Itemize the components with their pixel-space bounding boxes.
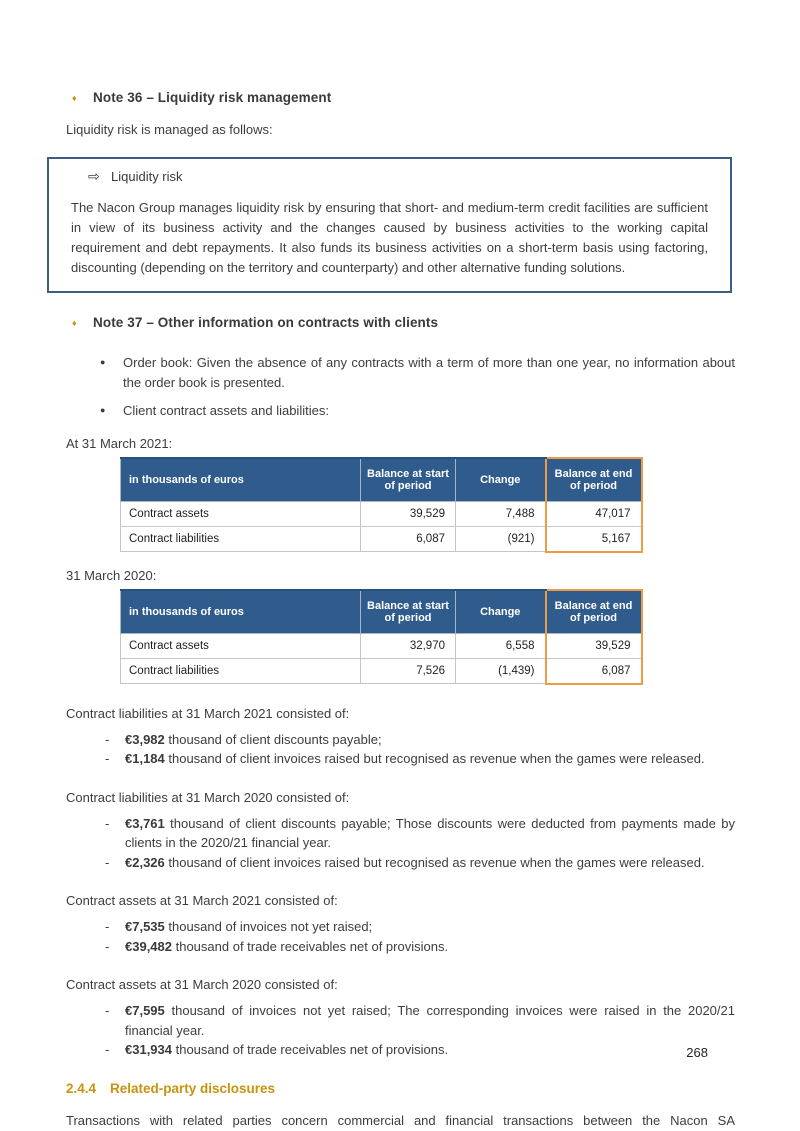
- note-37-bullet-list: [66, 353, 735, 421]
- table-2021-caption: At 31 March 2021:: [66, 435, 173, 451]
- detail-lead: Contract liabilities at 31 March 2020 consisted of:: [66, 789, 350, 805]
- bullet-text: Client contract assets and liabilities:: [123, 403, 329, 418]
- cell-value: 39,529: [361, 501, 456, 526]
- bullet-dot-icon: ●: [100, 357, 106, 367]
- note-36-intro: Liquidity risk is managed as follows:: [66, 122, 273, 137]
- right-arrow-icon: ⇨: [88, 168, 100, 184]
- row-label: Contract assets: [121, 633, 361, 658]
- detail-item: €2,326 thousand of client invoices raised but recognised as revenue when the games were released.: [125, 854, 705, 870]
- detail-lead: Contract liabilities at 31 March 2021 consisted of:: [66, 705, 350, 721]
- note-37-heading: [72, 315, 735, 330]
- note-37-title: Note 37 – Other information on contracts with clients: [93, 315, 439, 330]
- column-header: Change: [456, 458, 546, 502]
- table-header-row: [121, 458, 642, 502]
- detail-list: [66, 1001, 735, 1060]
- detail-list: [66, 917, 735, 956]
- dash-bullet-icon: -: [105, 854, 110, 870]
- table-row: [121, 501, 642, 526]
- detail-lead: Contract assets at 31 March 2021 consisted of:: [66, 893, 338, 908]
- row-label: Contract liabilities: [121, 526, 361, 552]
- column-header: in thousands of euros: [121, 458, 361, 502]
- list-item: [66, 730, 735, 750]
- amount-value: €7,535: [125, 919, 165, 934]
- detail-item: €3,982 thousand of client discounts payable;: [125, 731, 382, 747]
- table-header-row: [121, 590, 642, 634]
- dash-bullet-icon: -: [105, 815, 110, 831]
- cell-value: 6,087: [361, 526, 456, 552]
- detail-list: [66, 814, 735, 873]
- section-number: 2.4.4: [66, 1080, 97, 1096]
- column-header: Change: [456, 590, 546, 634]
- column-header-highlighted: Balance at end of period: [546, 458, 642, 502]
- amount-value: €1,184: [125, 751, 165, 766]
- column-header: Balance at start of period: [361, 590, 456, 634]
- dash-bullet-icon: -: [105, 919, 110, 934]
- dash-bullet-icon: -: [105, 751, 110, 766]
- cell-value: (1,439): [456, 658, 546, 684]
- section-heading-2-4-4: [66, 1081, 735, 1096]
- table-row: [121, 526, 642, 552]
- cell-value: 7,526: [361, 658, 456, 684]
- cell-value: 6,558: [456, 633, 546, 658]
- cell-value: 7,488: [456, 501, 546, 526]
- cell-value-highlighted: 5,167: [546, 526, 642, 552]
- detail-item: €7,535 thousand of invoices not yet raised;: [125, 919, 373, 934]
- dash-bullet-icon: -: [105, 1003, 110, 1018]
- detail-item: €31,934 thousand of trade receivables net of provisions.: [125, 1042, 449, 1057]
- cell-value-highlighted: 39,529: [546, 633, 642, 658]
- list-item: [66, 353, 735, 392]
- contract-table-2020: [120, 589, 643, 685]
- column-header: Balance at start of period: [361, 458, 456, 502]
- detail-list: [66, 730, 735, 769]
- amount-value: €3,982: [125, 731, 165, 747]
- detail-item: €1,184 thousand of client invoices raised but recognised as revenue when the games were released.: [125, 751, 705, 766]
- table-row: [121, 658, 642, 684]
- list-item: [66, 1001, 735, 1040]
- contract-table-2021: [120, 457, 643, 553]
- amount-value: €2,326: [125, 854, 165, 870]
- liquidity-box-body: The Nacon Group manages liquidity risk by ensuring that short- and medium-term credit facilities are sufficient in view of its business activity and the changes caused by business activities to the working capital requirement and debt repayments. It also funds its business activities on a short-term basis using factoring, discounting (depending on the territory and counterparty) and other alternative funding solutions.: [71, 200, 708, 275]
- table-row: [121, 633, 642, 658]
- diamond-bullet-icon: ♦: [72, 93, 77, 103]
- liquidity-box-title-text: Liquidity risk: [111, 169, 183, 184]
- detail-lead: Contract assets at 31 March 2020 consisted of:: [66, 977, 338, 992]
- detail-item: €7,595 thousand of invoices not yet raised; The corresponding invoices were raised in the 2020/21 financial year.: [125, 1003, 735, 1038]
- list-item: [66, 917, 735, 937]
- detail-item: €3,761 thousand of client discounts payable; Those discounts were deducted from payments made by clients in the 2020/21 financial year.: [125, 815, 735, 850]
- row-label: Contract liabilities: [121, 658, 361, 684]
- dash-bullet-icon: -: [105, 938, 110, 954]
- note-36-heading: [72, 90, 735, 105]
- note-36-title: Note 36 – Liquidity risk management: [93, 90, 332, 105]
- bullet-text: Order book: Given the absence of any contracts with a term of more than one year, no information about the order book is presented.: [123, 355, 735, 390]
- dash-bullet-icon: -: [105, 731, 110, 747]
- cell-value: (921): [456, 526, 546, 552]
- page-number: 268: [686, 1045, 708, 1060]
- column-header-highlighted: Balance at end of period: [546, 590, 642, 634]
- liquidity-box-title: [88, 168, 708, 185]
- list-item: [66, 937, 735, 957]
- dash-bullet-icon: -: [105, 1042, 110, 1057]
- column-header: in thousands of euros: [121, 590, 361, 634]
- list-item: [66, 814, 735, 853]
- row-label: Contract assets: [121, 501, 361, 526]
- bullet-dot-icon: ●: [100, 405, 106, 415]
- section-title: Related-party disclosures: [110, 1080, 276, 1096]
- amount-value: €7,595: [125, 1003, 165, 1018]
- amount-value: €3,761: [125, 815, 165, 831]
- table-2020-caption: 31 March 2020:: [66, 567, 157, 583]
- diamond-bullet-icon: ♦: [72, 318, 77, 328]
- cell-value: 32,970: [361, 633, 456, 658]
- amount-value: €31,934: [125, 1042, 172, 1057]
- cell-value-highlighted: 47,017: [546, 501, 642, 526]
- list-item: [66, 749, 735, 769]
- detail-item: €39,482 thousand of trade receivables net of provisions.: [125, 938, 449, 954]
- liquidity-risk-box: [47, 157, 732, 293]
- section-body-paragraph: Transactions with related parties concern commercial and financial transactions between the Nacon SA: [66, 1112, 735, 1128]
- cell-value-highlighted: 6,087: [546, 658, 642, 684]
- list-item: [66, 853, 735, 873]
- amount-value: €39,482: [125, 938, 172, 954]
- list-item: [66, 401, 735, 421]
- list-item: [66, 1040, 735, 1060]
